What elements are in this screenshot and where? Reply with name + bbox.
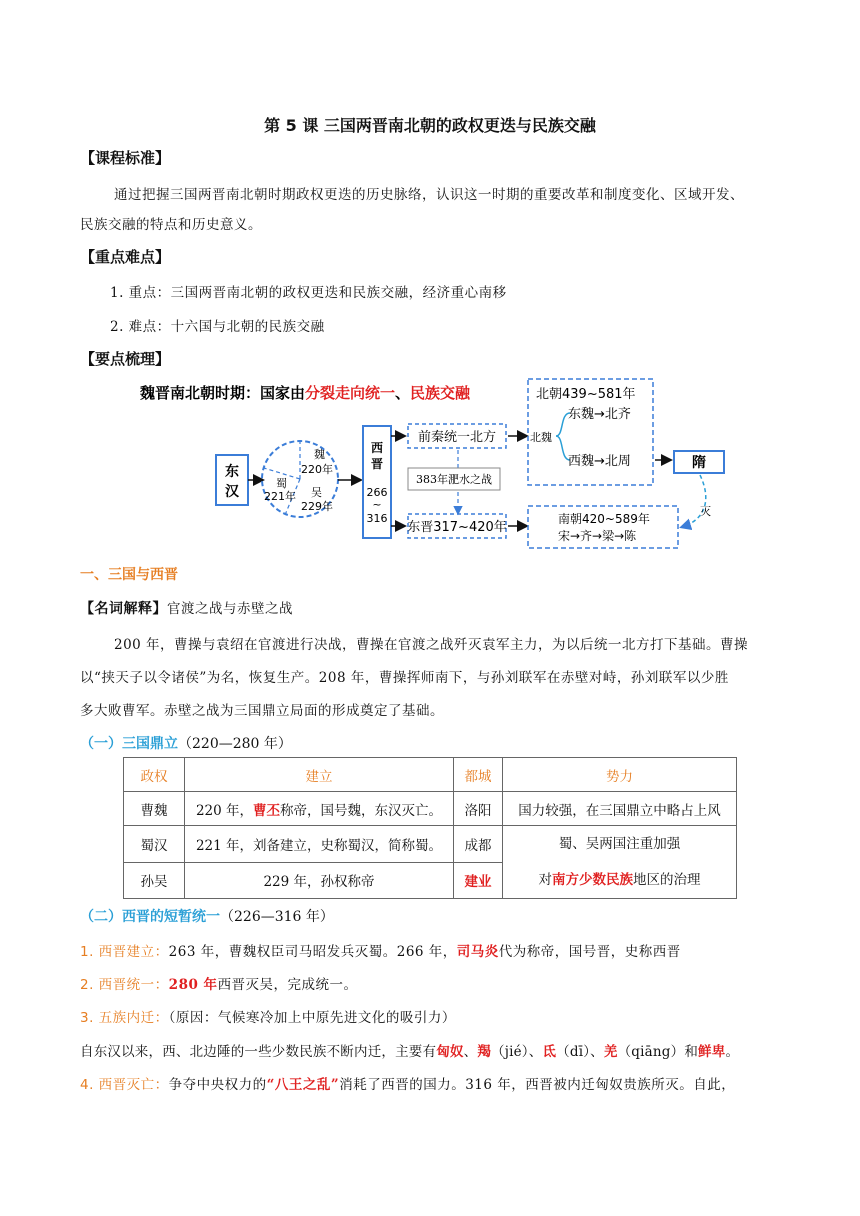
- key-point-2: 2. 难点：十六国与北朝的民族交融: [110, 319, 325, 335]
- para-line-1: 200 年，曹操与袁绍在官渡进行决战，曹操在官渡之战歼灭袁军主力，为以后统一北方打下基础。曹操: [114, 637, 749, 653]
- term-line: [80, 597, 293, 618]
- svg-text:西: 西: [370, 441, 384, 455]
- wu-year: 229年: [301, 500, 333, 513]
- dongwei-label: 东魏→北齐: [568, 407, 631, 422]
- mie-label: 灭: [700, 505, 711, 518]
- item-1: 1. 西晋建立：263 年，曹魏权臣司马昭发兵灭蜀。266 年，司马炎代为称帝，国号晋，史称西晋: [80, 944, 681, 960]
- table-cell-est: 229 年，孙权称帝: [185, 862, 454, 899]
- curriculum-heading: 【课程标准】: [80, 149, 171, 167]
- sub2-heading: [80, 906, 334, 926]
- term-label: 【名词解释】: [80, 601, 167, 617]
- xijin-year-end: 316: [366, 512, 388, 525]
- curriculum-text-line1: 通过把握三国两晋南北朝时期政权更迭的历史脉络，认识这一时期的重要改革和制度变化、区域开发、: [114, 187, 744, 203]
- nanchao-label: 南朝420~589年: [558, 512, 650, 526]
- xijin-year-tilde: ~: [372, 498, 382, 511]
- nanchao-list: 宋→齐→梁→陈: [558, 529, 637, 543]
- xiwei-label: 西魏→北周: [568, 454, 631, 469]
- item-4: 4. 西晋灭亡：争夺中央权力的“八王之乱”消耗了西晋的国力。316 年，西晋被内迁匈奴贵族所灭。自此，: [80, 1077, 736, 1093]
- table-row: [124, 826, 737, 863]
- para-line-2: 以“挟天子以令诸侯”为名，恢复生产。208 年，曹操挥师南下，与孙刘联军在赤壁对峙，孙刘联军以少胜: [80, 670, 729, 686]
- sub1-years: （220—280 年）: [178, 736, 292, 752]
- key-heading: 【重点难点】: [80, 248, 171, 266]
- sub2-years: （226—316 年）: [220, 909, 334, 925]
- wei-label: 魏: [314, 448, 325, 461]
- qianqin-label: 前秦统一北方: [417, 430, 497, 445]
- table-cell-name: 蜀汉: [124, 826, 185, 863]
- table-cell-name: 孙吴: [124, 862, 185, 899]
- table-row: [124, 792, 737, 826]
- table-header-cell: 建立: [185, 758, 454, 792]
- table-header-row: [124, 758, 737, 792]
- table-cell-est: 220 年，曹丕称帝，国号魏，东汉灭亡。: [185, 792, 454, 826]
- key-point-1: 1. 重点：三国两晋南北朝的政权更迭和民族交融，经济重心南移: [110, 285, 507, 301]
- sub1-heading: [80, 733, 292, 753]
- shu-year: 221年: [264, 490, 296, 503]
- table-cell-power: 国力较强，在三国鼎立中略占上风: [503, 792, 737, 826]
- table-cell-capital: 洛阳: [454, 792, 503, 826]
- table-header-cell: 政权: [124, 758, 185, 792]
- shu-label: 蜀: [276, 477, 287, 490]
- xijin-year-start: 266: [366, 486, 388, 499]
- svg-text:晋: 晋: [370, 457, 384, 471]
- table-cell-name: 曹魏: [124, 792, 185, 826]
- page-title: 第 5 课 三国两晋南北朝的政权更迭与民族交融: [264, 116, 596, 135]
- wu-label: 吴: [311, 486, 322, 499]
- table-header-cell: 势力: [503, 758, 737, 792]
- history-flow-diagram: [0, 370, 860, 560]
- item-3-detail: 自东汉以来，西、北边陲的一些少数民族不断内迁，主要有匈奴、羯（jié）、氐（dī）、羌（qiāng）和鲜卑。: [80, 1044, 740, 1060]
- part1-heading: 一、三国与西晋: [80, 567, 178, 583]
- para-line-3: 多大败曹军。赤壁之战为三国鼎立局面的形成奠定了基础。: [80, 703, 444, 719]
- three-kingdoms-table: [123, 757, 737, 899]
- term-title: 官渡之战与赤壁之战: [167, 601, 293, 617]
- table-cell-capital: 建业: [454, 862, 503, 899]
- feishui-label: 383年淝水之战: [416, 473, 492, 486]
- dongjin-label: 东晋317~420年: [407, 520, 507, 535]
- sub2-label: （二）西晋的短暂统一: [80, 909, 220, 925]
- table-header-cell: 都城: [454, 758, 503, 792]
- curriculum-text-line2: 民族交融的特点和历史意义。: [80, 217, 262, 233]
- table-cell-est: 221 年，刘备建立，史称蜀汉，简称蜀。: [185, 826, 454, 863]
- beiwei-label: 北魏: [530, 431, 552, 444]
- donghan-label-2: 汉: [225, 484, 239, 500]
- sub1-label: （一）三国鼎立: [80, 736, 178, 752]
- item-3: 3. 五族内迁：（原因：气候寒冷加上中原先进文化的吸引力）: [80, 1010, 456, 1026]
- sui-label: 隋: [692, 455, 706, 471]
- item-2: 2. 西晋统一：280 年西晋灭吴，完成统一。: [80, 977, 358, 993]
- donghan-label-1: 东: [225, 464, 239, 480]
- outline-heading: 【要点梳理】: [80, 350, 171, 368]
- wei-year: 220年: [301, 463, 333, 476]
- table-cell-capital: 成都: [454, 826, 503, 863]
- diagram-heading: 魏晋南北朝时期：国家由分裂走向统一、民族交融: [140, 384, 471, 402]
- beichao-label: 北朝439~581年: [536, 387, 636, 402]
- table-cell-power: 蜀、吴两国注重加强 对南方少数民族地区的治理: [503, 826, 737, 899]
